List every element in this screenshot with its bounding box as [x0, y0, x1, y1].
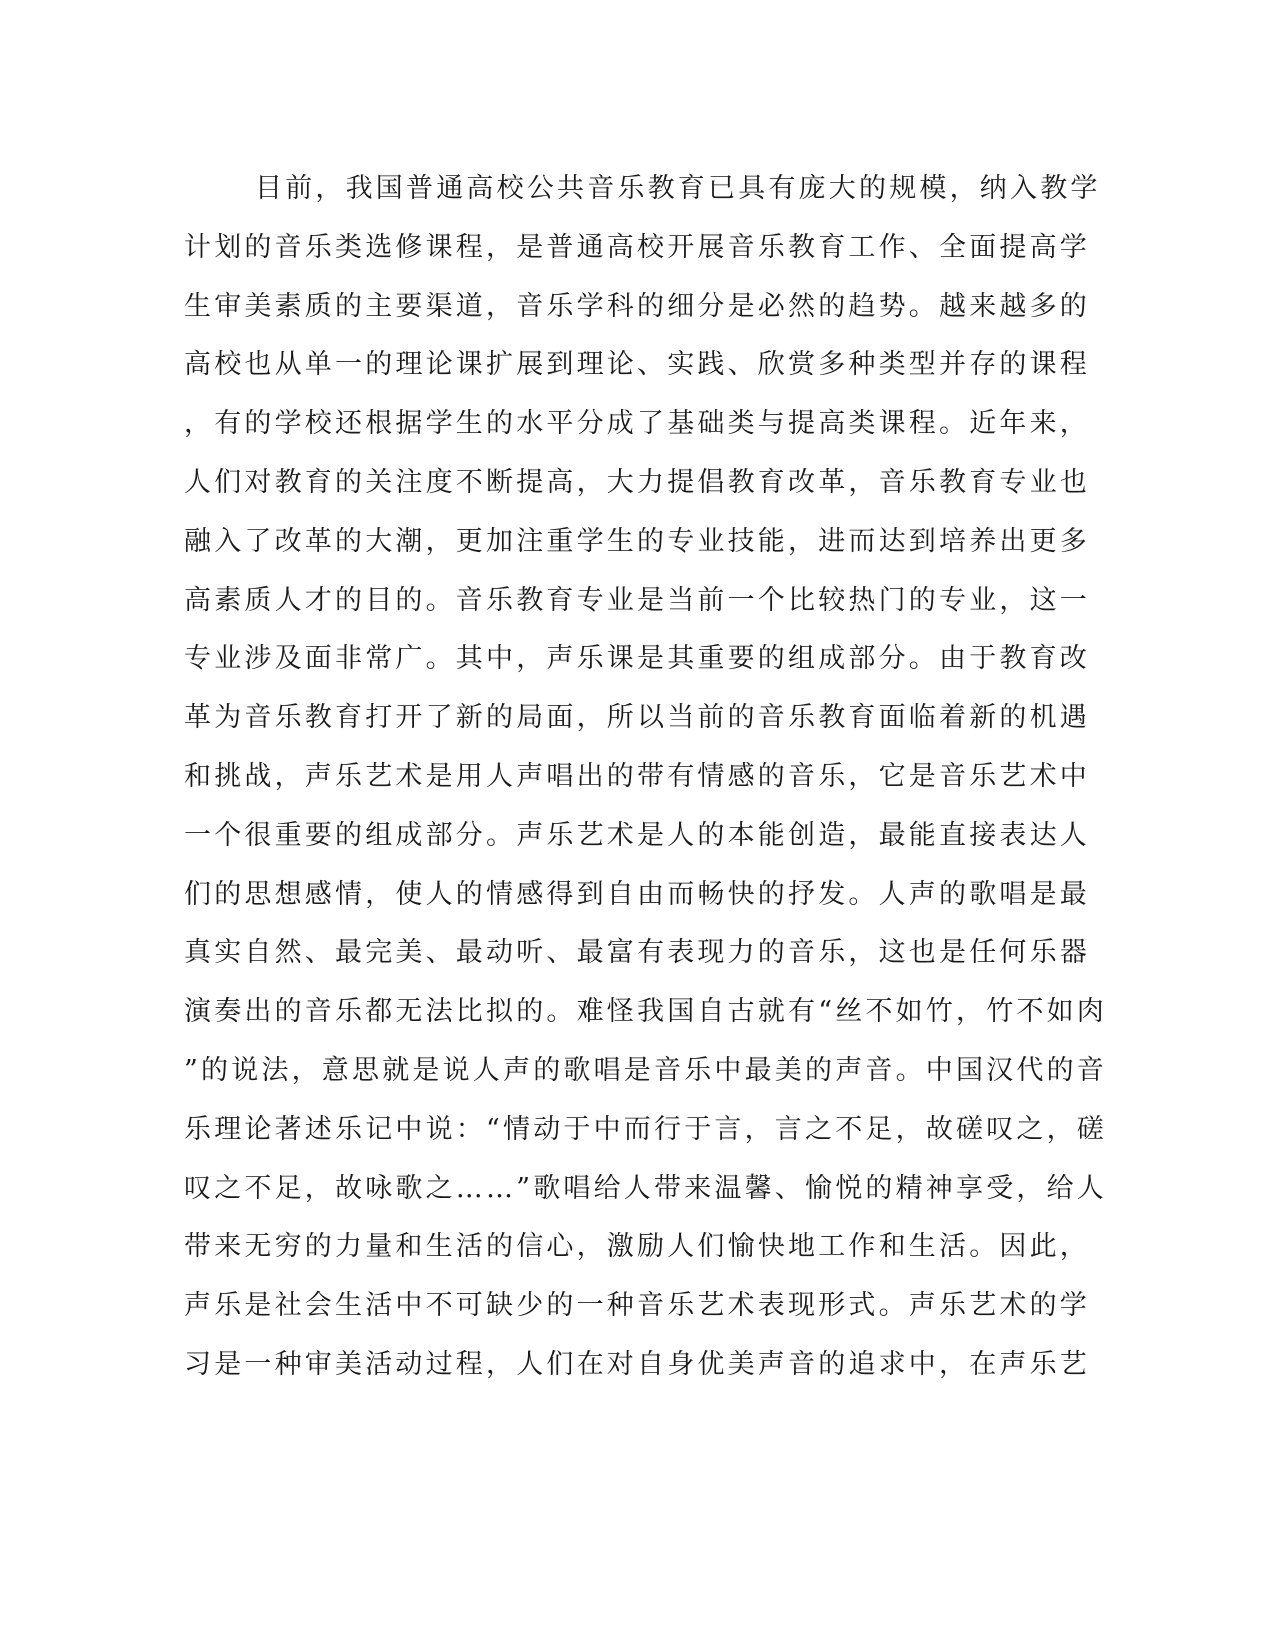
text-line: 生审美素质的主要渠道，音乐学科的细分是必然的趋势。越来越多的 [184, 290, 1090, 322]
text-line: 计划的音乐类选修课程，是普通高校开展音乐教育工作、全面提高学 [184, 231, 1090, 263]
text-line: ”的说法，意思就是说人声的歌唱是音乐中最美的声音。中国汉代的音 [184, 1054, 1108, 1086]
text-line: 叹之不足，故咏歌之……”歌唱给人带来温馨、愉悦的精神享受，给人 [184, 1172, 1108, 1204]
text-line: 目前，我国普通高校公共音乐教育已具有庞大的规模，纳入教学 [255, 173, 1101, 204]
text-line: 演奏出的音乐都无法比拟的。难怪我国自古就有“丝不如竹，竹不如肉 [184, 996, 1108, 1028]
text-line: 声乐是社会生活中不可缺少的一种音乐艺术表现形式。声乐艺术的学 [184, 1290, 1090, 1322]
text-line: 革为音乐教育打开了新的局面，所以当前的音乐教育面临着新的机遇 [184, 702, 1090, 734]
text-line: 一个很重要的组成部分。声乐艺术是人的本能创造，最能直接表达人 [184, 819, 1090, 851]
text-line: 们的思想感情，使人的情感得到自由而畅快的抒发。人声的歌唱是最 [184, 878, 1090, 910]
text-line: 人们对教育的关注度不断提高，大力提倡教育改革，音乐教育专业也 [184, 466, 1090, 498]
text-line: 专业涉及面非常广。其中，声乐课是其重要的组成部分。由于教育改 [184, 643, 1090, 675]
text-line: 真实自然、最完美、最动听、最富有表现力的音乐，这也是任何乐器 [184, 937, 1090, 969]
text-line: 和挑战，声乐艺术是用人声唱出的带有情感的音乐，它是音乐艺术中 [184, 760, 1090, 792]
text-line: 带来无穷的力量和生活的信心，激励人们愉快地工作和生活。因此， [184, 1231, 1090, 1263]
text-line: 习是一种审美活动过程，人们在对自身优美声音的追求中，在声乐艺 [184, 1348, 1090, 1380]
text-line: 高校也从单一的理论课扩展到理论、实践、欣赏多种类型并存的课程 [184, 349, 1090, 381]
text-line: ，有的学校还根据学生的水平分成了基础类与提高类课程。近年来， [184, 408, 1090, 440]
text-line: 高素质人才的目的。音乐教育专业是当前一个比较热门的专业，这一 [184, 584, 1090, 616]
text-line: 融入了改革的大潮，更加注重学生的专业技能，进而达到培养出更多 [184, 525, 1090, 557]
body-paragraph [184, 160, 1108, 1395]
text-line: 乐理论著述乐记中说：“情动于中而行于言，言之不足，故磋叹之，磋 [184, 1113, 1108, 1145]
